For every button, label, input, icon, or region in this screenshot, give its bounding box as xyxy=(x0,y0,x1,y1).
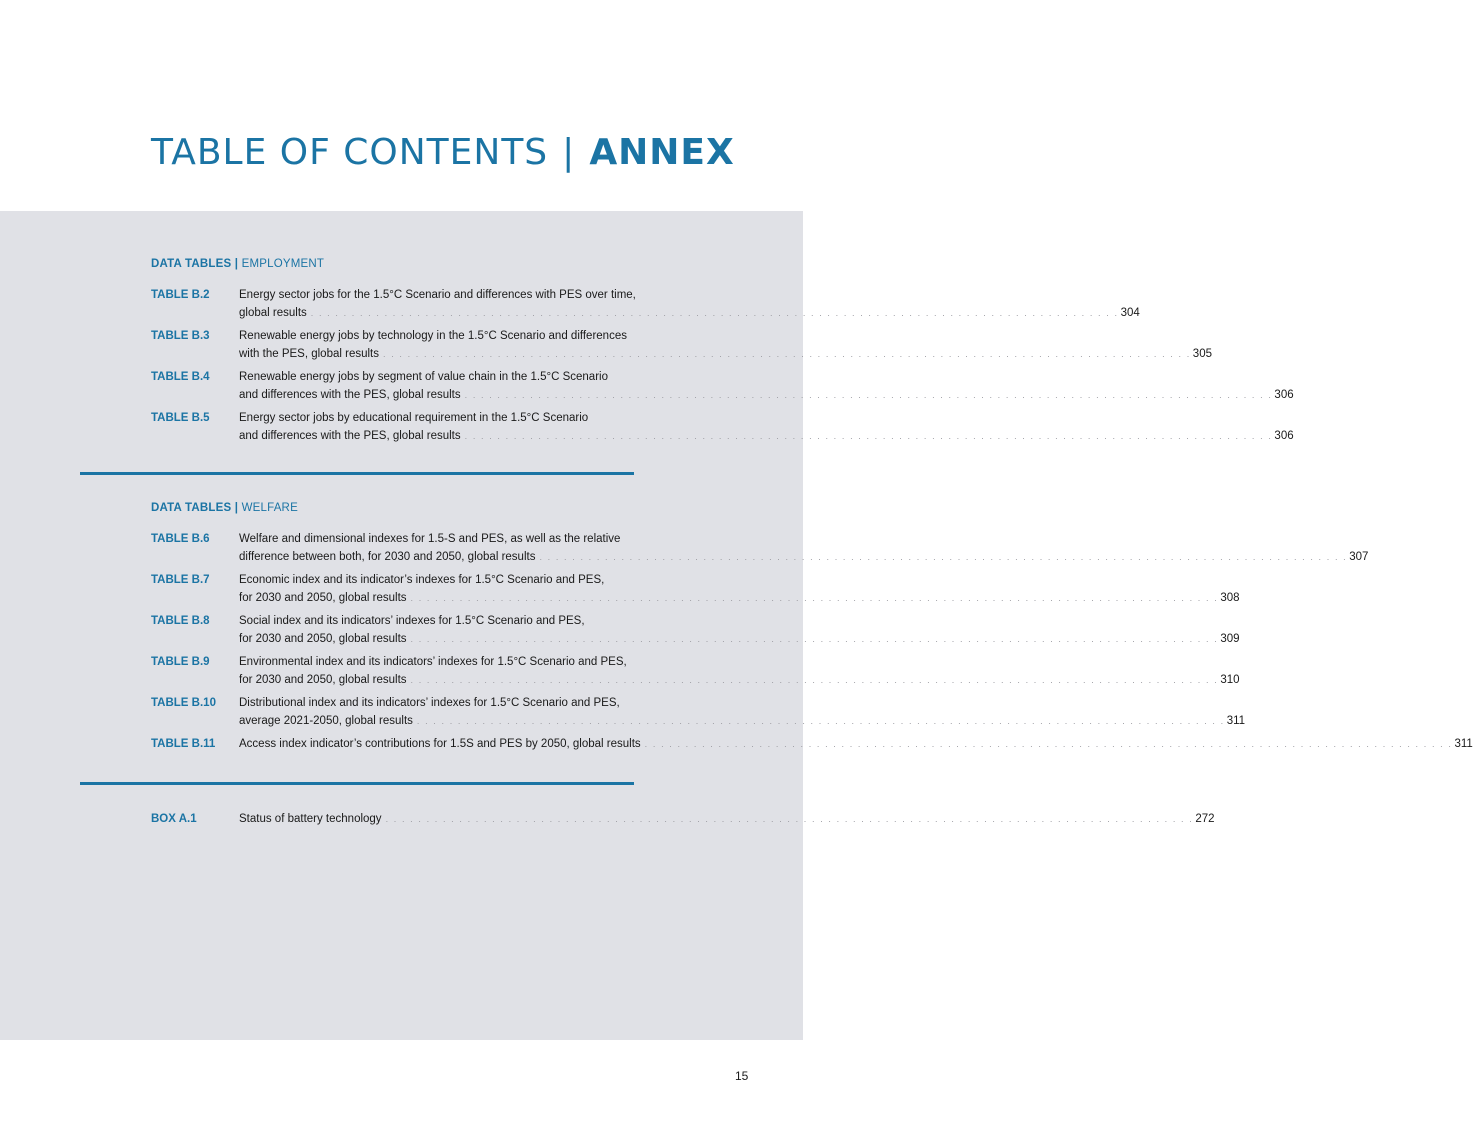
entry-title-line1: Renewable energy jobs by technology in the 1.5°C Scenario and differences xyxy=(239,330,627,342)
section-heading-sub: EMPLOYMENT xyxy=(241,258,325,270)
dot-leader: . . . . . . . . . . . . . . . . . . . . . . . . . . . . . . . . . . . . . . . . . . . . . . . . . . . . . . . . . . . . . . . . . . . . . . . . . . . . . . . . . . . . . . . . . . . . . . . . . . . xyxy=(410,634,1219,644)
section-heading-bold: DATA TABLES | xyxy=(151,258,239,270)
toc-entry[interactable] xyxy=(151,735,1473,753)
entry-title-line1: Renewable energy jobs by segment of value chain in the 1.5°C Scenario xyxy=(239,371,608,383)
entry-list xyxy=(151,286,1294,445)
entry-title-line2: global results xyxy=(239,307,307,319)
entry-title-line2: average 2021-2050, global results xyxy=(239,715,413,727)
section-employment xyxy=(151,258,1294,450)
toc-entry[interactable] xyxy=(151,286,1140,322)
entry-page: 310 xyxy=(1220,674,1240,686)
dot-leader: . . . . . . . . . . . . . . . . . . . . . . . . . . . . . . . . . . . . . . . . . . . . . . . . . . . . . . . . . . . . . . . . . . . . . . . . . . . . . . . . . . . . . . . . . . . . . . . . . . . xyxy=(644,739,1453,749)
entry-list xyxy=(151,530,1473,753)
entry-label: TABLE B.10 xyxy=(151,697,216,709)
entry-label: TABLE B.6 xyxy=(151,533,210,545)
title-bold: ANNEX xyxy=(589,132,735,173)
toc-entry[interactable] xyxy=(151,409,1294,445)
section-heading-sub: WELFARE xyxy=(241,502,298,514)
entry-title-line1: Distributional index and its indicators’ indexes for 1.5°C Scenario and PES, xyxy=(239,697,620,709)
entry-title-line1: Social index and its indicators’ indexes for 1.5°C Scenario and PES, xyxy=(239,615,585,627)
dot-leader: . . . . . . . . . . . . . . . . . . . . . . . . . . . . . . . . . . . . . . . . . . . . . . . . . . . . . . . . . . . . . . . . . . . . . . . . . . . . . . . . . . . . . . . . . . . . . . . . . . . xyxy=(410,593,1219,603)
title-separator: | xyxy=(562,132,576,173)
entry-title-line1: Economic index and its indicator’s indexes for 1.5°C Scenario and PES, xyxy=(239,574,605,586)
entry-page: 306 xyxy=(1274,430,1294,442)
dot-leader: . . . . . . . . . . . . . . . . . . . . . . . . . . . . . . . . . . . . . . . . . . . . . . . . . . . . . . . . . . . . . . . . . . . . . . . . . . . . . . . . . . . . . . . . . . . . . . . . . . . xyxy=(410,675,1219,685)
entry-title-line1: Welfare and dimensional indexes for 1.5-S and PES, as well as the relative xyxy=(239,533,621,545)
entry-title-line2: Status of battery technology xyxy=(239,813,382,825)
entry-label: TABLE B.9 xyxy=(151,656,210,668)
entry-page: 272 xyxy=(1195,813,1215,825)
entry-page: 308 xyxy=(1220,592,1240,604)
title-light: TABLE OF CONTENTS xyxy=(151,132,549,173)
dot-leader: . . . . . . . . . . . . . . . . . . . . . . . . . . . . . . . . . . . . . . . . . . . . . . . . . . . . . . . . . . . . . . . . . . . . . . . . . . . . . . . . . . . . . . . . . . . . . . . . . . . xyxy=(310,308,1119,318)
entry-label: TABLE B.2 xyxy=(151,289,210,301)
entry-page: 304 xyxy=(1120,307,1140,319)
entry-label: TABLE B.5 xyxy=(151,412,210,424)
entry-title-line2: and differences with the PES, global results xyxy=(239,389,461,401)
entry-title-line2: for 2030 and 2050, global results xyxy=(239,674,407,686)
entry-page: 307 xyxy=(1349,551,1369,563)
entry-title-line1: Environmental index and its indicators’ indexes for 1.5°C Scenario and PES, xyxy=(239,656,627,668)
section-heading-bold: DATA TABLES | xyxy=(151,502,239,514)
entry-title-line2: and differences with the PES, global results xyxy=(239,430,461,442)
entry-label: TABLE B.4 xyxy=(151,371,210,383)
section-boxes xyxy=(151,810,1215,833)
entry-title-line1: Energy sector jobs for the 1.5°C Scenario and differences with PES over time, xyxy=(239,289,636,301)
dot-leader: . . . . . . . . . . . . . . . . . . . . . . . . . . . . . . . . . . . . . . . . . . . . . . . . . . . . . . . . . . . . . . . . . . . . . . . . . . . . . . . . . . . . . . . . . . . . . . . . . . . xyxy=(383,349,1191,359)
section-heading xyxy=(151,502,723,514)
entry-page: 309 xyxy=(1220,633,1240,645)
toc-entry[interactable] xyxy=(151,612,1240,648)
entry-page: 311 xyxy=(1454,738,1473,750)
page-title xyxy=(151,132,735,173)
entry-title-line2: Access index indicator’s contributions for 1.5S and PES by 2050, global results xyxy=(239,738,641,750)
section-divider xyxy=(80,782,634,785)
toc-entry[interactable] xyxy=(151,530,1369,566)
entry-title-line2: difference between both, for 2030 and 2050, global results xyxy=(239,551,536,563)
dot-leader: . . . . . . . . . . . . . . . . . . . . . . . . . . . . . . . . . . . . . . . . . . . . . . . . . . . . . . . . . . . . . . . . . . . . . . . . . . . . . . . . . . . . . . . . . . . . . . . . . . . xyxy=(385,814,1194,824)
entry-label: TABLE B.8 xyxy=(151,615,210,627)
entry-label: TABLE B.11 xyxy=(151,738,216,750)
entry-page: 305 xyxy=(1192,348,1212,360)
entry-page: 306 xyxy=(1274,389,1294,401)
dot-leader: . . . . . . . . . . . . . . . . . . . . . . . . . . . . . . . . . . . . . . . . . . . . . . . . . . . . . . . . . . . . . . . . . . . . . . . . . . . . . . . . . . . . . . . . . . . . . . . . . . . xyxy=(539,552,1348,562)
page-number: 15 xyxy=(735,1069,749,1083)
entry-label: TABLE B.7 xyxy=(151,574,210,586)
dot-leader: . . . . . . . . . . . . . . . . . . . . . . . . . . . . . . . . . . . . . . . . . . . . . . . . . . . . . . . . . . . . . . . . . . . . . . . . . . . . . . . . . . . . . . . . . . . . . . . . . . . xyxy=(416,716,1225,726)
section-welfare xyxy=(151,502,1473,758)
entry-title-line2: for 2030 and 2050, global results xyxy=(239,592,407,604)
dot-leader: . . . . . . . . . . . . . . . . . . . . . . . . . . . . . . . . . . . . . . . . . . . . . . . . . . . . . . . . . . . . . . . . . . . . . . . . . . . . . . . . . . . . . . . . . . . . . . . . . . . xyxy=(464,431,1273,441)
entry-page: 311 xyxy=(1226,715,1246,727)
section-heading xyxy=(151,258,723,270)
section-divider xyxy=(80,472,634,475)
toc-entry[interactable] xyxy=(151,571,1240,607)
entry-title-line2: with the PES, global results xyxy=(239,348,379,360)
toc-entry[interactable] xyxy=(151,327,1212,363)
entry-title-line1: Energy sector jobs by educational requirement in the 1.5°C Scenario xyxy=(239,412,589,424)
entry-label: TABLE B.3 xyxy=(151,330,210,342)
toc-entry[interactable] xyxy=(151,810,1215,828)
toc-entry[interactable] xyxy=(151,694,1246,730)
dot-leader: . . . . . . . . . . . . . . . . . . . . . . . . . . . . . . . . . . . . . . . . . . . . . . . . . . . . . . . . . . . . . . . . . . . . . . . . . . . . . . . . . . . . . . . . . . . . . . . . . . . xyxy=(464,390,1273,400)
toc-entry[interactable] xyxy=(151,368,1294,404)
toc-entry[interactable] xyxy=(151,653,1240,689)
entry-label: BOX A.1 xyxy=(151,813,197,825)
entry-title-line2: for 2030 and 2050, global results xyxy=(239,633,407,645)
